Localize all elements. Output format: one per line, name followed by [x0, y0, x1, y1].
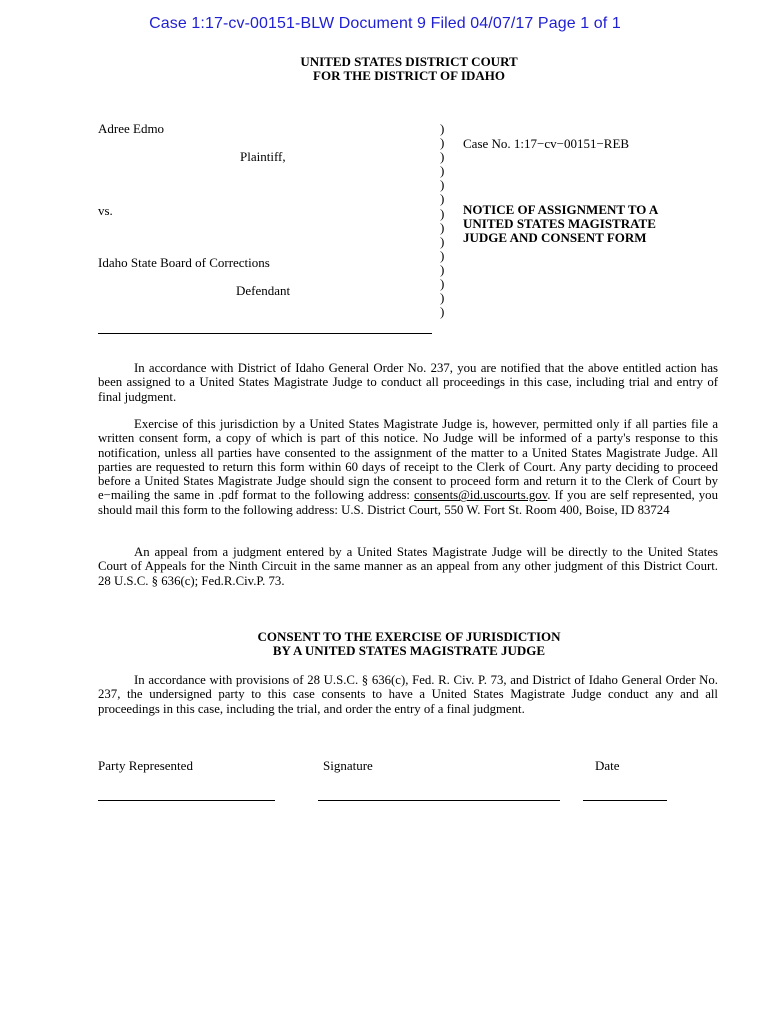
case-number: Case No. 1:17−cv−00151−REB	[463, 136, 630, 151]
party-represented-label: Party Represented	[98, 758, 193, 773]
paragraph-assignment	[98, 361, 718, 404]
paragraph-procedure-text: Exercise of this jurisdiction by a United States Magistrate Judge is, however, permitted only if all parties file a written consent form, a copy of which is part of this notice. No Judge will be informed of a party's response to this notification, unless all parties have consented to the assignment of the matter to a United States Magistrate Judge. All parties are requested to return this form within 60 days of receipt to the Clerk of Court. Any party deciding to proceed before a United States Magistrate Judge should sign the consent to proceed form and return it to the Clerk of Court by e−mailing the same in .pdf format to the following address:	[98, 417, 718, 503]
paragraph-consent-procedure	[98, 417, 718, 517]
notice-title-line2: UNITED STATES MAGISTRATE	[463, 216, 656, 231]
consent-email-link[interactable]: consents@id.uscourts.gov	[414, 488, 548, 503]
court-name: UNITED STATES DISTRICT COURT	[300, 54, 518, 69]
caption-rule	[98, 333, 432, 334]
paragraph-assignment-text: In accordance with District of Idaho General Order No. 237, you are notified that the above entitled action has been assigned to a United States Magistrate Judge to conduct all proceedings in this case, including trial and entry of final judgment.	[98, 361, 718, 404]
signature-label: Signature	[323, 758, 373, 773]
notice-title-line3: JUDGE AND CONSENT FORM	[463, 230, 647, 245]
paragraph-procedure-text-after: . If you are self represented, you should mail this form to the following address: U.S. District Court, 550 W. Fort St. Room 400, Boise, ID 83724	[98, 488, 718, 517]
defendant-label: Defendant	[236, 283, 291, 298]
notice-title-line1: NOTICE OF ASSIGNMENT TO A	[463, 202, 659, 217]
date-label: Date	[595, 758, 620, 773]
caption-parentheses: ) ) ) ) ) ) ) ) ) ) ) ) ) )	[440, 121, 445, 320]
plaintiff-name: Adree Edmo	[98, 121, 165, 136]
court-district: FOR THE DISTRICT OF IDAHO	[313, 68, 505, 83]
paragraph-consent-text: In accordance with provisions of 28 U.S.C. § 636(c), Fed. R. Civ. P. 73, and District of Idaho General Order No. 237, the undersigned party to this case consents to have a United States Magistrate Judge conduct any and all proceedings in this case, including the trial, and order the entry of a final judgment.	[98, 673, 718, 716]
defendant-name: Idaho State Board of Corrections	[98, 255, 270, 270]
signature-line[interactable]	[318, 800, 560, 801]
party-represented-line[interactable]	[98, 800, 275, 801]
consent-heading-line2: BY A UNITED STATES MAGISTRATE JUDGE	[272, 643, 546, 658]
date-line[interactable]	[583, 800, 667, 801]
plaintiff-label: Plaintiff,	[240, 149, 286, 164]
ecf-header-stamp: Case 1:17-cv-00151-BLW Document 9 Filed 04/07/17 Page 1 of 1	[149, 15, 621, 32]
paragraph-consent	[98, 673, 718, 716]
consent-heading-line1: CONSENT TO THE EXERCISE OF JURISDICTION	[257, 629, 561, 644]
paragraph-appeal-text: An appeal from a judgment entered by a United States Magistrate Judge will be directly to the United States Court of Appeals for the Ninth Circuit in the same manner as an appeal from any other judgment of this District Court. 28 U.S.C. § 636(c); Fed.R.Civ.P. 73.	[98, 545, 718, 588]
versus: vs.	[98, 203, 113, 218]
paragraph-appeal	[98, 545, 718, 588]
